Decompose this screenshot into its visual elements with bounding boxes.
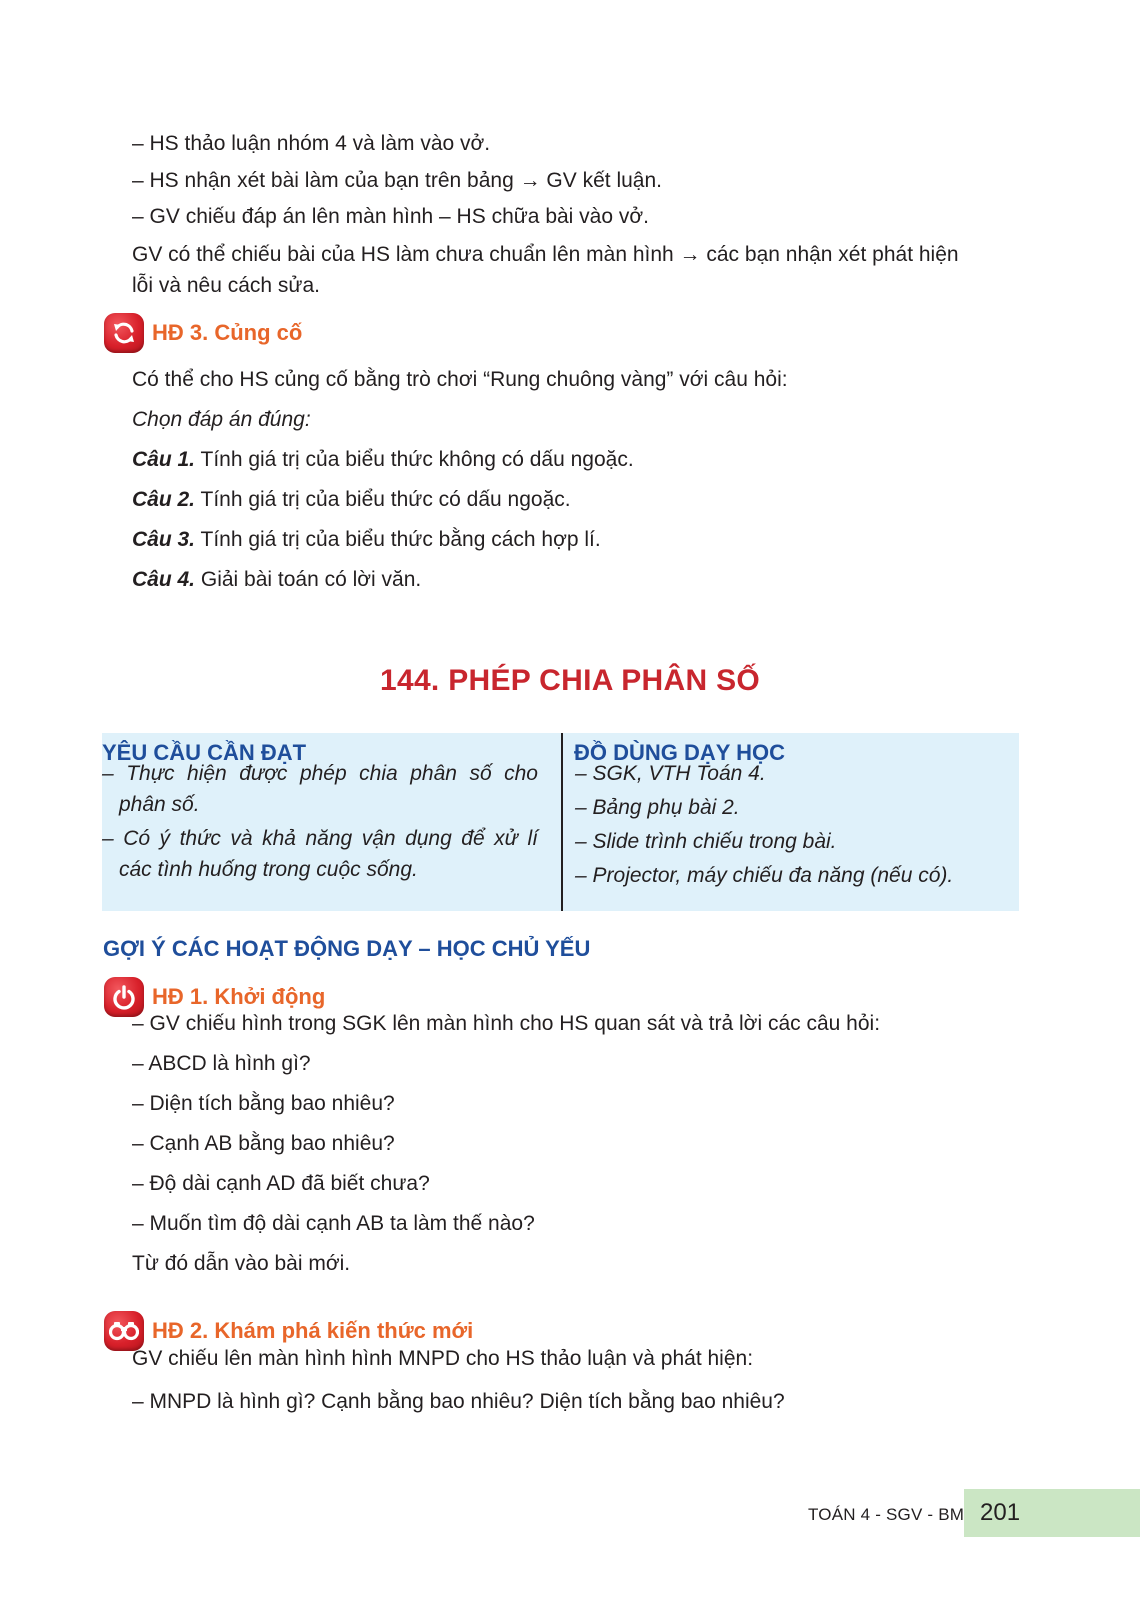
table-divider xyxy=(561,733,563,911)
text-line: – Diện tích bằng bao nhiêu? xyxy=(132,1092,395,1115)
requirement-line: phân số. xyxy=(119,793,200,816)
hd3-heading xyxy=(104,313,302,353)
text-line: – GV chiếu hình trong SGK lên màn hình cho HS quan sát và trả lời các câu hỏi: xyxy=(132,1012,881,1035)
text-line: lỗi và nêu cách sửa. xyxy=(132,274,320,297)
text-line: GV chiếu lên màn hình hình MNPD cho HS thảo luận và phát hiện: xyxy=(132,1347,754,1370)
text-line: Từ đó dẫn vào bài mới. xyxy=(132,1252,351,1275)
material-line: – SGK, VTH Toán 4. xyxy=(575,762,766,785)
text-line: – Độ dài cạnh AD đã biết chưa? xyxy=(132,1172,430,1195)
question-item: Câu 4. Giải bài toán có lời văn. xyxy=(132,568,422,591)
hd1-title: HĐ 1. Khởi động xyxy=(152,984,326,1009)
text-line: – MNPD là hình gì? Cạnh bằng bao nhiêu? Diện tích bằng bao nhiêu? xyxy=(132,1390,785,1413)
requirement-line: – Thực hiện được phép chia phân số cho xyxy=(102,762,538,785)
question-item: Câu 2. Tính giá trị của biểu thức có dấu ngoặc. xyxy=(132,488,571,511)
hd2-title: HĐ 2. Khám phá kiến thức mới xyxy=(152,1318,474,1343)
refresh-icon xyxy=(104,313,144,353)
material-line: – Bảng phụ bài 2. xyxy=(575,796,740,819)
material-line: – Slide trình chiếu trong bài. xyxy=(575,830,837,853)
text-line: – GV chiếu đáp án lên màn hình – HS chữa bài vào vở. xyxy=(132,205,649,228)
section-title: GỢI Ý CÁC HOẠT ĐỘNG DẠY – HỌC CHỦ YẾU xyxy=(103,936,591,961)
material-line: – Projector, máy chiếu đa năng (nếu có). xyxy=(575,864,954,887)
text-line: – HS thảo luận nhóm 4 và làm vào vở. xyxy=(132,132,491,155)
hd3-intro: Có thể cho HS củng cố bằng trò chơi “Rung chuông vàng” với câu hỏi: xyxy=(132,368,788,391)
text-line: – Cạnh AB bằng bao nhiêu? xyxy=(132,1132,395,1155)
hd3-title: HĐ 3. Củng cố xyxy=(152,320,303,345)
lesson-title: 144. PHÉP CHIA PHÂN SỐ xyxy=(379,664,761,697)
requirement-line: – Có ý thức và khả năng vận dụng để xử lí xyxy=(102,827,538,850)
text-line: – ABCD là hình gì? xyxy=(132,1052,311,1075)
materials-heading: ĐỒ DÙNG DẠY HỌC xyxy=(574,740,786,765)
question-item: Câu 3. Tính giá trị của biểu thức bằng cách hợp lí. xyxy=(132,528,601,551)
text-line: GV có thể chiếu bài của HS làm chưa chuẩn lên màn hình → các bạn nhận xét phát hiện xyxy=(132,243,959,266)
hd3-prompt: Chọn đáp án đúng: xyxy=(132,408,311,431)
requirements-heading: YÊU CẦU CẦN ĐẠT xyxy=(102,740,307,765)
requirement-line: các tình huống trong cuộc sống. xyxy=(119,858,418,881)
question-item: Câu 1. Tính giá trị của biểu thức không có dấu ngoặc. xyxy=(132,448,634,471)
page-number: 201 xyxy=(980,1499,1021,1526)
text-line: – HS nhận xét bài làm của bạn trên bảng → GV kết luận. xyxy=(132,169,662,192)
text-line: – Muốn tìm độ dài cạnh AB ta làm thế nào? xyxy=(132,1212,535,1235)
footer-label: TOÁN 4 - SGV - BM xyxy=(808,1505,965,1524)
